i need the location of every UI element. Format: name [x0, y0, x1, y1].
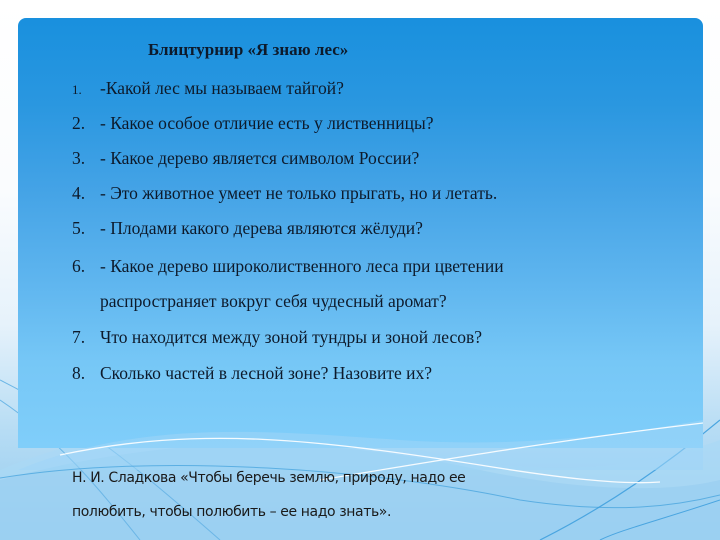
- item-number: 4.: [72, 183, 86, 203]
- quote-line-1: Н. И. Сладкова «Чтобы беречь землю, природу, надо ее: [72, 470, 466, 486]
- item-text: - Какое дерево широколиственного леса при цветении: [100, 256, 504, 276]
- item-number: 7.: [72, 327, 86, 347]
- item-number: 6.: [72, 256, 86, 276]
- item-number: 1.: [72, 82, 82, 97]
- item-text: Сколько частей в лесной зоне? Назовите их?: [100, 363, 433, 383]
- item-number: 5.: [72, 218, 86, 238]
- slide-title: Блицтурнир «Я знаю лес»: [148, 40, 349, 59]
- item-number: 3.: [72, 148, 86, 168]
- quote-line-2: полюбить, чтобы полюбить – ее надо знать».: [72, 504, 392, 520]
- item-text: - Плодами какого дерева являются жёлуди?: [100, 218, 423, 238]
- item-text: - Это животное умеет не только прыгать, но и летать.: [100, 183, 498, 203]
- item-text: -Какой лес мы называем тайгой?: [100, 78, 344, 98]
- item-number: 8.: [72, 363, 86, 383]
- item-text: Что находится между зоной тундры и зоной лесов?: [100, 327, 483, 347]
- item-text: распространяет вокруг себя чудесный аромат?: [100, 291, 447, 311]
- item-text: - Какое особое отличие есть у лиственницы?: [100, 113, 434, 133]
- item-text: - Какое дерево является символом России?: [100, 148, 420, 168]
- item-number: 2.: [72, 113, 86, 133]
